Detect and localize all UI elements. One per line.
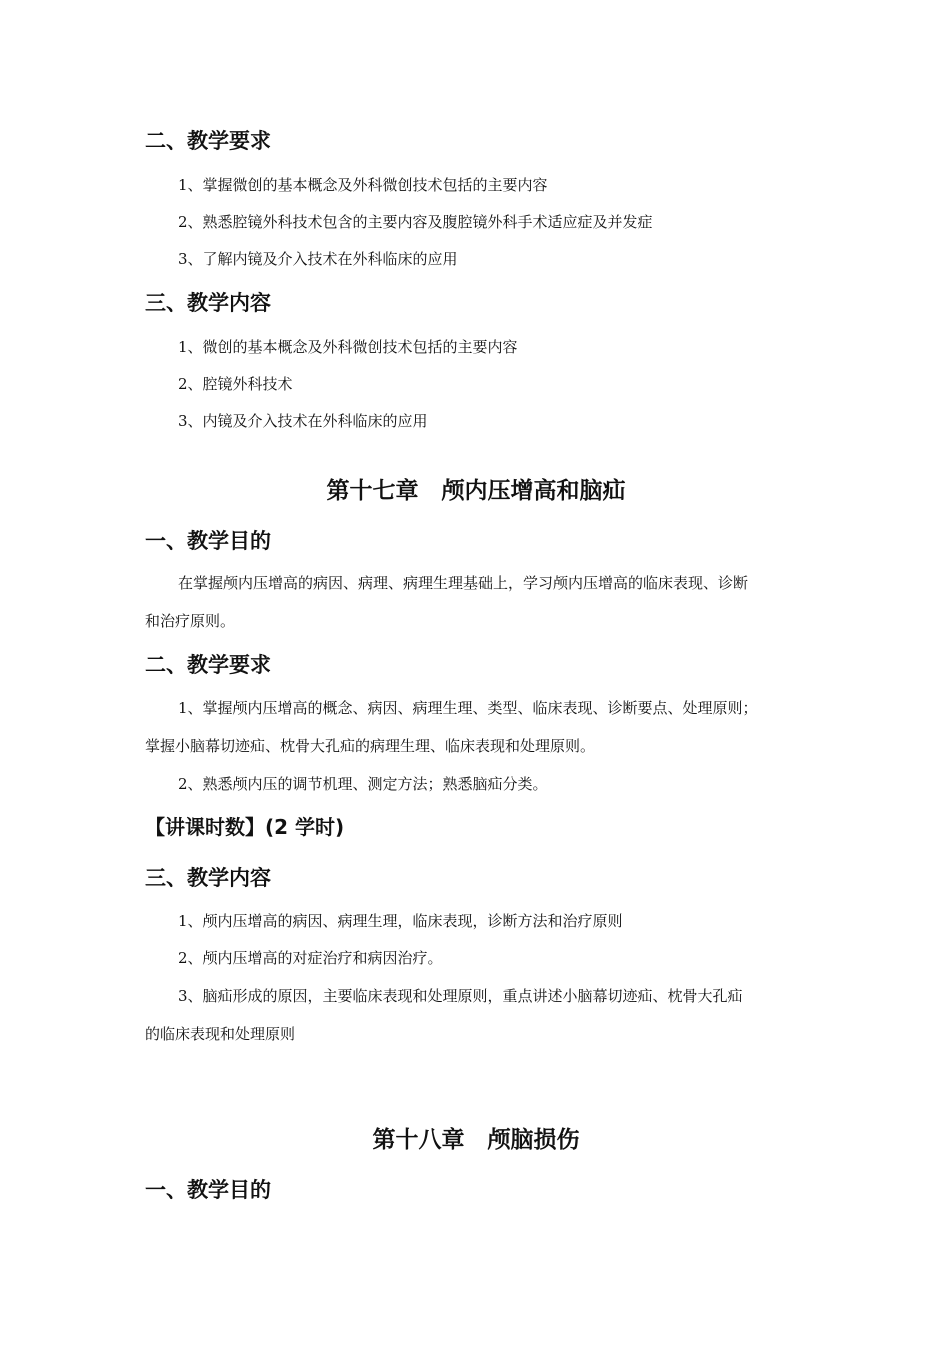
section-heading-purpose: 一、教学目的 (145, 1178, 271, 1202)
requirement-item-continued: 掌握小脑幕切迹疝、枕骨大孔疝的病理生理、临床表现和处理原则。 (145, 737, 596, 755)
requirement-item: 2、熟悉腔镜外科技术包含的主要内容及腹腔镜外科手术适应症及并发症 (178, 213, 653, 231)
content-item: 2、腔镜外科技术 (178, 375, 293, 393)
content-item: 1、微创的基本概念及外科微创技术包括的主要内容 (178, 338, 518, 356)
content-item: 3、内镜及介入技术在外科临床的应用 (178, 412, 428, 430)
content-item: 1、颅内压增高的病因、病理生理，临床表现，诊断方法和治疗原则 (178, 912, 623, 930)
purpose-paragraph-line: 和治疗原则。 (145, 612, 236, 630)
section-heading-content: 三、教学内容 (145, 866, 271, 890)
section-heading-requirements: 二、教学要求 (145, 653, 271, 677)
requirement-item: 1、掌握微创的基本概念及外科微创技术包括的主要内容 (178, 176, 548, 194)
content-item: 3、脑疝形成的原因，主要临床表现和处理原则，重点讲述小脑幕切迹疝、枕骨大孔疝 (178, 987, 743, 1005)
content-item-continued: 的临床表现和处理原则 (145, 1025, 296, 1043)
requirement-item: 1、掌握颅内压增高的概念、病因、病理生理、类型、临床表现、诊断要点、处理原则； (178, 699, 758, 717)
purpose-paragraph-line: 在掌握颅内压增高的病因、病理、病理生理基础上，学习颅内压增高的临床表现、诊断 (178, 574, 749, 592)
chapter-title-17: 第十七章 颅内压增高和脑疝 (326, 478, 626, 504)
section-heading-content: 三、教学内容 (145, 291, 271, 315)
content-item: 2、颅内压增高的对症治疗和病因治疗。 (178, 949, 443, 967)
section-heading-purpose: 一、教学目的 (145, 529, 271, 553)
requirement-item: 2、熟悉颅内压的调节机理、测定方法；熟悉脑疝分类。 (178, 775, 548, 793)
section-heading-requirements: 二、教学要求 (145, 129, 271, 153)
chapter-title-18: 第十八章 颅脑损伤 (372, 1127, 580, 1153)
requirement-item: 3、了解内镜及介入技术在外科临床的应用 (178, 250, 458, 268)
lecture-hours: 【讲课时数】(2 学时) (145, 815, 345, 839)
